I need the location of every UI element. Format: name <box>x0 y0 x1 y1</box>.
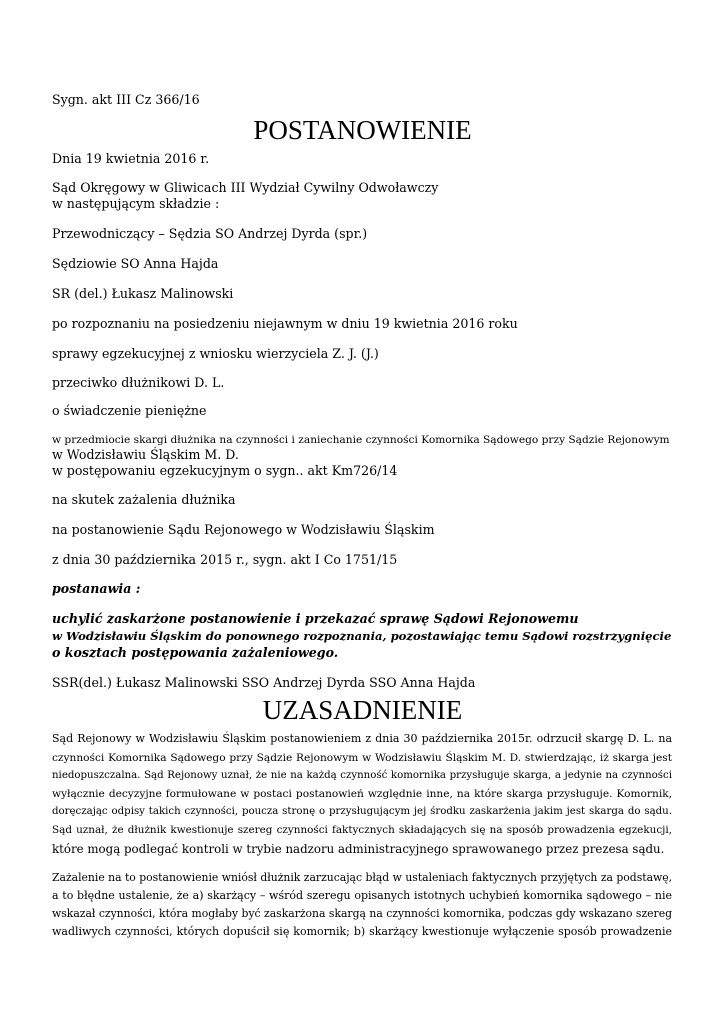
matter-line-2: w Wodzisławiu Śląskim M. D. <box>52 447 239 462</box>
case-subject: o świadczenie pieniężne <box>52 403 207 418</box>
judge-2: SR (del.) Łukasz Malinowski <box>52 286 234 301</box>
case-number: Sygn. akt III Cz 366/16 <box>52 92 200 107</box>
paragraph-2-line: wskazał czynności, która mogłaby być zaskarżona skargą na czynności komornika, podczas gdy wskazano szereg <box>52 907 672 920</box>
hearing-info: po rozpoznaniu na posiedzeniu niejawnym w dniu 19 kwietnia 2016 roku <box>52 316 518 331</box>
matter-line-3: w postępowaniu egzekucyjnym o sygn.. akt Km726/14 <box>52 463 398 478</box>
paragraph-1-line: niedopuszczalna. Sąd Rejonowy uznał, że nie na każdą czynność komornika przysługuje skarga, a jedynie na czynności <box>52 770 672 781</box>
ruling-line-3: o kosztach postępowania zażaleniowego. <box>52 645 339 660</box>
court-composition: w następującym składzie : <box>52 196 220 211</box>
paragraph-1-line: czynności Komornika Sądowego przy Sądzie Rejonowym w Wodzisławiu Śląskim M. D. stwierdzając, iż skarga jest <box>52 752 672 764</box>
against-debtor: przeciwko dłużnikowi D. L. <box>52 375 225 390</box>
resolves-label: postanawia : <box>52 581 141 596</box>
decision-date: Dnia 19 kwietnia 2016 r. <box>52 151 210 166</box>
justification-title: UZASADNIENIE <box>262 695 463 725</box>
ruling-line-1: uchylić zaskarżone postanowienie i przekazać sprawę Sądowi Rejonowemu <box>52 611 579 626</box>
ruling-line-2: w Wodzisławiu Śląskim do ponownego rozpoznania, pozostawiając temu Sądowi rozstrzygnięcie <box>52 629 672 643</box>
signatures: SSR(del.) Łukasz Malinowski SSO Andrzej Dyrda SSO Anna Hajda <box>52 675 476 690</box>
order-reference: na postanowienie Sądu Rejonowego w Wodzisławiu Śląskim <box>52 522 435 537</box>
order-date: z dnia 30 października 2015 r., sygn. akt I Co 1751/15 <box>52 552 398 567</box>
paragraph-1-line: Sąd Rejonowy w Wodzisławiu Śląskim postanowieniem z dnia 30 października 2015r. odrzucił skargę D. L. na <box>52 732 672 745</box>
paragraph-1-line: które mogą podlegać kontroli w trybie nadzoru administracyjnego sprawowanego przez prezesa sądu. <box>52 842 665 856</box>
document-title: POSTANOWIENIE <box>253 115 472 145</box>
paragraph-2-line: wadliwych czynności, których dopuścił się komornik; b) skarżący kwestionuje wyłączenie sposób prowadzenie <box>52 925 672 938</box>
appeal-basis: na skutek zażalenia dłużnika <box>52 492 236 507</box>
matter-line-1: w przedmiocie skargi dłużnika na czynności i zaniechanie czynności Komornika Sądowego przy Sądzie Rejonowym <box>52 434 670 446</box>
paragraph-1-line: doręczając odpisy takich czynności, poucza stronę o przysługującym jej środku zaskarżenia jakim jest skarga do sądu. <box>52 806 672 817</box>
judge-1: Sędziowie SO Anna Hajda <box>52 256 219 271</box>
case-type: sprawy egzekucyjnej z wniosku wierzyciela Z. J. (J.) <box>52 346 379 361</box>
presiding-judge: Przewodniczący – Sędzia SO Andrzej Dyrda (spr.) <box>52 226 368 241</box>
court-name: Sąd Okręgowy w Gliwicach III Wydział Cywilny Odwoławczy <box>52 180 439 195</box>
paragraph-2-line: a to błędne ustalenie, że a) skarżący – wśród szeregu opisanych istotnych uchybień komornika sądowego – nie <box>52 889 672 902</box>
paragraph-1-line: Sąd uznał, że dłużnik kwestionuje szereg czynności faktycznych składających się na sposób prowadzenia egzekucji, <box>52 824 672 836</box>
paragraph-1-line: wyłącznie decyzyjne formułowane w postaci postanowień względnie inne, na które skarga przysługuje. Komornik, <box>52 788 672 800</box>
paragraph-2-line: Zażalenie na to postanowienie wniósł dłużnik zarzucając błąd w ustaleniach faktycznych przyjętych za podstawę, <box>52 871 673 884</box>
